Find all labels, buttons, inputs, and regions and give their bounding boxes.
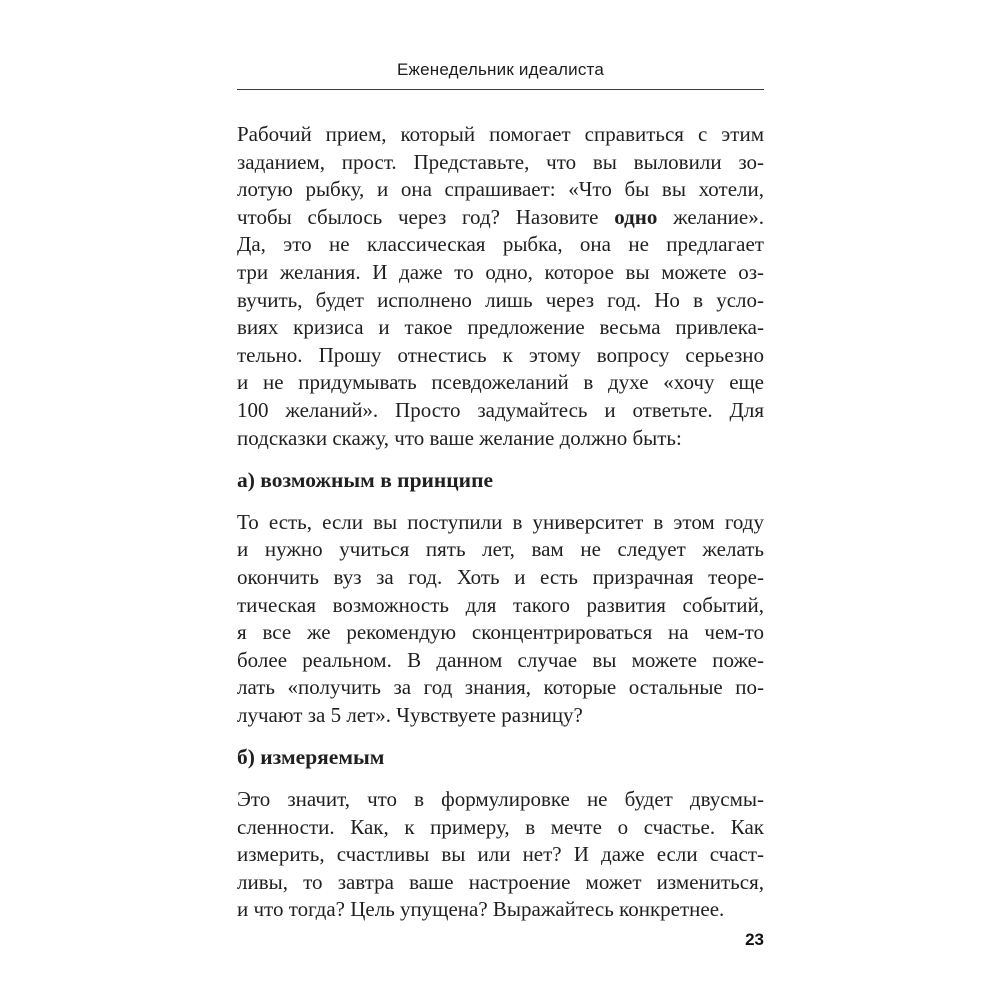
text-line: подсказки скажу, что ваше желание должно быть:	[237, 425, 682, 450]
text-line: и что тогда? Цель упущена? Выражайтесь конкретнее.	[237, 897, 725, 922]
text-line: измерить, счастливы вы или нет? И даже если счаст-	[237, 842, 764, 867]
text-line: лотую рыбку, и она спрашивает: «Что бы вы хотели,	[237, 177, 764, 202]
text-line: окончить вуз за год. Хоть и есть призрачная теоре-	[237, 564, 764, 589]
text-line: лать «получить за год знания, которые остальные по-	[237, 675, 764, 700]
text-line: тическая возможность для такого развития событий,	[237, 592, 764, 617]
text-line: То есть, если вы поступили в университет в этом году	[237, 509, 764, 534]
text-line: тельно. Прошу отнестись к этому вопросу серьезно	[237, 342, 764, 367]
section-heading-b: б) измеряемым	[237, 745, 385, 770]
text-line: Это значит, что в формулировке не будет двусмы-	[237, 787, 764, 812]
body-text	[237, 121, 764, 924]
paragraph-possible	[237, 509, 764, 730]
text-line: виях кризиса и такое предложение весьма привлека-	[237, 315, 764, 340]
text-line: Рабочий прием, который помогает справиться с этим	[237, 122, 764, 146]
text-line: Да, это не классическая рыбка, она не предлагает	[237, 232, 764, 257]
text-line: и не придумывать псевдожеланий в духе «хочу еще	[237, 370, 764, 395]
running-header: Еженедельник идеалиста	[237, 60, 764, 90]
text-line: заданием, прост. Представьте, что вы выловили зо-	[237, 149, 764, 174]
text-line: ливы, то завтра ваше настроение может измениться,	[237, 869, 764, 894]
text-line: три желания. И даже то одно, которое вы можете оз-	[237, 259, 764, 284]
text-line: лучают за 5 лет». Чувствуете разницу?	[237, 702, 583, 727]
paragraph-intro	[237, 121, 764, 452]
text-line: и нужно учиться пять лет, вам не следует желать	[237, 537, 764, 562]
text-line: чтобы сбылось через год? Назовите одно желание».	[237, 204, 764, 229]
text-line: 100 желаний». Просто задумайтесь и ответьте. Для	[237, 397, 764, 422]
paragraph-measurable	[237, 786, 764, 924]
text-line: я все же рекомендую сконцентрироваться на чем-то	[237, 620, 764, 645]
section-heading-a: а) возможным в принципе	[237, 468, 494, 493]
page-number: 23	[745, 930, 764, 949]
text-line: сленности. Как, к примеру, в мечте о счастье. Как	[237, 814, 764, 839]
text-line: более реальном. В данном случае вы можете поже-	[237, 647, 764, 672]
text-line: вучить, будет исполнено лишь через год. Но в усло-	[237, 287, 764, 312]
